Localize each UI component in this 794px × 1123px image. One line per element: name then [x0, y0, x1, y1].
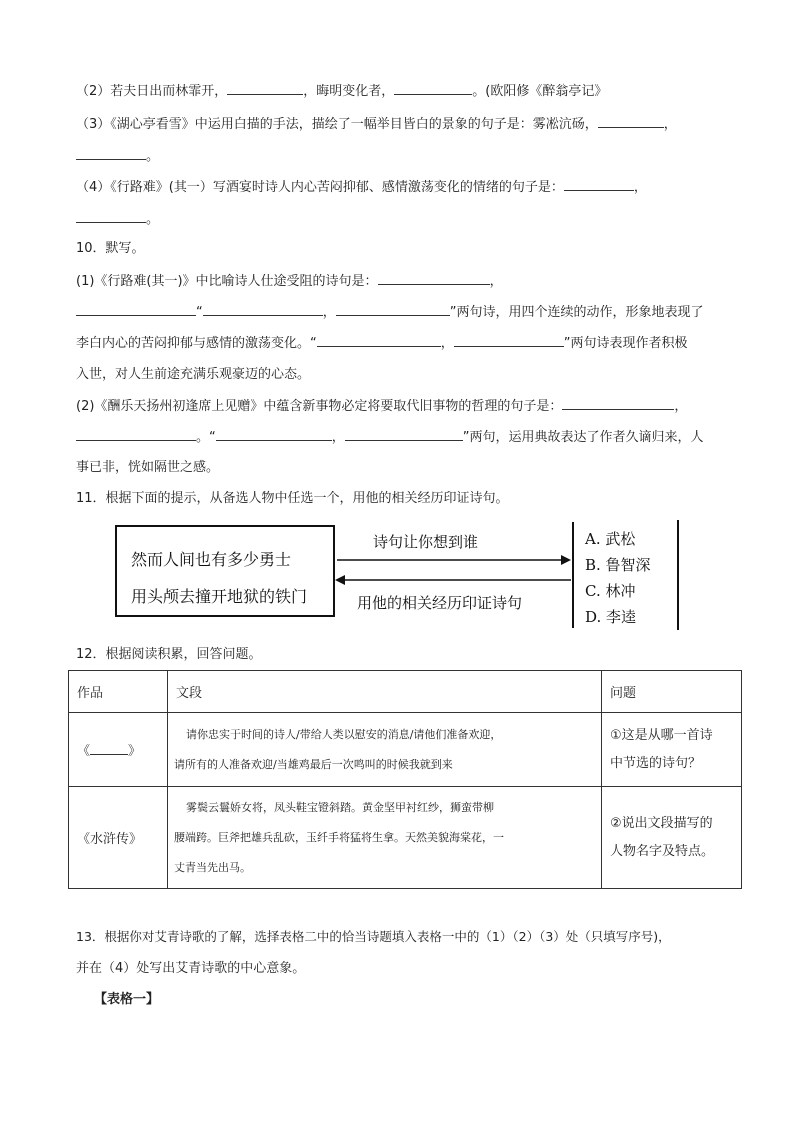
comma: ， — [322, 305, 336, 320]
poem-line-1: 然而人间也有多少勇士 — [131, 550, 292, 569]
q10-line-1 — [76, 272, 503, 291]
question-1-line-1: ①这是从哪一首诗 — [610, 727, 713, 743]
q9-item-3 — [76, 115, 677, 134]
arrow-left-head — [335, 575, 345, 585]
passage-2-line-3: 丈青当先出马。 — [174, 860, 251, 874]
answer-blank[interactable] — [562, 397, 674, 410]
q13-line-2: 并在（4）处写出艾青诗歌的中心意象。 — [76, 961, 306, 976]
q10-title: 10．默写。 — [76, 241, 145, 256]
answer-blank[interactable] — [564, 178, 634, 191]
answer-blank[interactable] — [345, 428, 463, 441]
answer-blank[interactable] — [76, 303, 196, 316]
q12-table — [68, 670, 742, 889]
answer-blank[interactable] — [90, 742, 128, 755]
comma: ， — [663, 117, 677, 132]
q10-prompt-1: (1)《行路难(其一)》中比喻诗人仕途受阻的诗句是： — [76, 274, 378, 289]
q10-line-7: 事已非，恍如隔世之感。 — [76, 460, 220, 475]
comma: ， — [489, 274, 503, 289]
book-mark-open: 《 — [77, 744, 91, 759]
comma: ， — [331, 430, 345, 445]
q9-2-prefix: （2）若夫日出而林霏开， — [76, 84, 228, 99]
q11-diagram — [115, 520, 685, 632]
q11-title: 11．根据下面的提示，从备选人物中任选一个，用他的相关经历印证诗句。 — [76, 491, 509, 506]
option-b: B. 鲁智深 — [585, 556, 651, 574]
answer-blank[interactable] — [76, 147, 146, 160]
period: 。 — [146, 212, 160, 227]
q9-item-4 — [76, 178, 647, 197]
arrow-top-label: 诗句让你想到谁 — [373, 533, 479, 551]
poem-line-2: 用头颅去撞开地狱的铁门 — [131, 587, 308, 606]
q9-4-text: （4）《行路难》(其一）写酒宴时诗人内心苦闷抑郁、感情激荡变化的情绪的句子是： — [76, 180, 564, 195]
q10-line-3-tail: ”两句诗表现作者积极 — [563, 336, 688, 351]
book-mark-close: 》 — [128, 744, 142, 759]
q10-line-2-tail: ”两句诗，用四个连续的动作，形象地表现了 — [449, 305, 704, 320]
q13-table-label: 【表格一】 — [94, 992, 160, 1007]
table-row — [69, 713, 742, 787]
passage-1-line-1: 请你忠实于时间的诗人/带给人类以慰安的消息/请他们准备欢迎， — [186, 727, 502, 741]
q9-2-suffix: 。(欧阳修《醉翁亭记》 — [472, 84, 608, 99]
answer-blank[interactable] — [227, 82, 303, 95]
work-cell-2: 《水浒传》 — [69, 787, 168, 889]
question-cell-1 — [602, 713, 742, 787]
comma: ， — [440, 336, 454, 351]
q10-line-2 — [76, 303, 704, 322]
answer-blank[interactable] — [454, 334, 564, 347]
answer-blank[interactable] — [378, 272, 490, 285]
passage-cell-2 — [168, 787, 602, 889]
passage-2-line-2: 腰端跨。巨斧把雄兵乱砍，玉纤手将猛将生拿。天然美貌海棠花，一 — [174, 830, 504, 844]
option-d: D. 李逵 — [585, 608, 637, 626]
q10-line-6-mid: 。“ — [196, 430, 216, 445]
question-2-line-2: 人物名字及特点。 — [610, 843, 715, 859]
arrow-right-head — [561, 555, 571, 565]
table-row — [69, 787, 742, 889]
q10-line-4: 入世，对人生前途充满乐观豪迈的心态。 — [76, 367, 311, 382]
q10-line-3 — [76, 334, 688, 353]
option-a: A. 武松 — [585, 530, 636, 548]
header-passage: 文段 — [168, 671, 602, 713]
answer-blank[interactable] — [203, 303, 323, 316]
answer-blank[interactable] — [76, 428, 196, 441]
answer-blank[interactable] — [216, 428, 332, 441]
q9-item-3-cont — [76, 147, 159, 166]
answer-blank[interactable] — [76, 210, 146, 223]
question-2-line-1: ②说出文段描写的 — [610, 815, 713, 831]
q10-line-3-head: 李白内心的苦闷抑郁与感情的激荡变化。“ — [76, 336, 317, 351]
comma: ， — [633, 180, 647, 195]
question-cell-2 — [602, 787, 742, 889]
q9-item-2 — [76, 82, 607, 101]
q9-3-text: （3）《湖心亭看雪》中运用白描的手法，描绘了一幅举目皆白的景象的句子是：雾凇沆砀， — [76, 117, 598, 132]
quote-open: “ — [196, 305, 203, 320]
q10-line-6 — [76, 428, 704, 447]
header-question: 问题 — [602, 671, 742, 713]
arrow-bottom-label: 用他的相关经历印证诗句 — [357, 594, 523, 612]
answer-blank[interactable] — [598, 115, 664, 128]
q13-line-1: 13．根据你对艾青诗歌的了解，选择表格二中的恰当诗题填入表格一中的（1）（2）（3）处（只填写序号)， — [76, 929, 671, 944]
q9-2-middle: ，晦明变化者， — [303, 84, 395, 99]
period: 。 — [146, 149, 160, 164]
option-c: C. 林冲 — [585, 582, 636, 600]
comma: ， — [674, 399, 688, 414]
q9-item-4-cont — [76, 210, 159, 229]
passage-2-line-1: 雾鬓云鬟娇女将，凤头鞋宝镫斜踏。黄金坚甲衬红纱，狮蛮带柳 — [186, 800, 494, 814]
answer-blank[interactable] — [317, 334, 441, 347]
q10-line-6-tail: ”两句，运用典故表达了作者久谪归来，人 — [462, 430, 704, 445]
passage-cell-1 — [168, 713, 602, 787]
q11-figure — [115, 520, 685, 632]
q10-prompt-2: (2)《酬乐天扬州初逢席上见赠》中蕴含新事物必定将要取代旧事物的哲理的句子是： — [76, 399, 563, 414]
work-cell-1 — [69, 713, 168, 787]
header-work: 作品 — [69, 671, 168, 713]
passage-1-line-2: 请所有的人准备欢迎/当雄鸡最后一次鸣叫的时候我就到来 — [174, 757, 453, 771]
q10-line-5 — [76, 397, 687, 416]
question-1-line-2: 中节选的诗句？ — [610, 755, 702, 771]
answer-blank[interactable] — [394, 82, 472, 95]
q12-title: 12．根据阅读积累，回答问题。 — [76, 647, 262, 662]
answer-blank[interactable] — [336, 303, 450, 316]
table-header-row — [69, 671, 742, 713]
